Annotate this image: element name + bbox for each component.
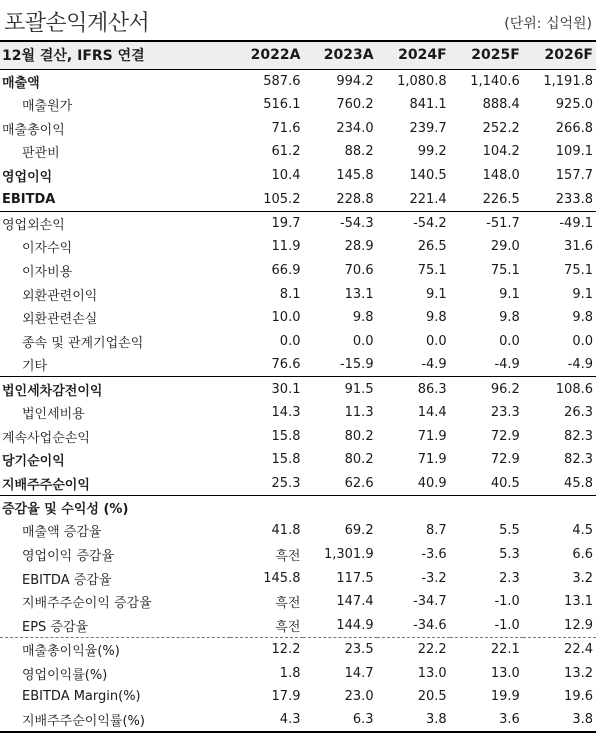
- cell-value: 26.3: [564, 404, 593, 420]
- cell-value: 148.0: [482, 168, 520, 184]
- cell-value: 80.2: [344, 452, 374, 468]
- cell-value: 760.2: [336, 97, 374, 113]
- title-bar: [0, 0, 602, 40]
- cell-value: [450, 495, 523, 519]
- row-label: 이자비용: [22, 264, 73, 280]
- cell-value: 888.4: [482, 97, 520, 113]
- cell-value: 234.0: [336, 120, 374, 136]
- table-row: [0, 519, 596, 543]
- cell-value: 145.8: [263, 570, 301, 586]
- cell-value: 9.8: [499, 310, 520, 326]
- cell-value: 3.8: [377, 709, 450, 733]
- row-label: 당기순이익: [2, 454, 65, 470]
- cell-value: 75.1: [417, 262, 447, 278]
- cell-value: 82.3: [564, 452, 593, 468]
- row-label: 영업이익률(%): [22, 667, 108, 683]
- table-row: [0, 590, 596, 614]
- cell-value: 144.9: [336, 617, 374, 633]
- table-row: [0, 282, 596, 306]
- cell-value: 4.3: [230, 709, 303, 733]
- cell-value: 266.8: [555, 120, 593, 136]
- cell-value: 109.1: [555, 144, 593, 160]
- cell-value: 0.0: [279, 333, 301, 349]
- cell-value: 8.7: [426, 523, 447, 539]
- cell-value: -34.7: [413, 594, 447, 610]
- cell-value: -49.1: [523, 211, 596, 235]
- cell-value: 228.8: [336, 191, 374, 207]
- cell-value: 흑전: [275, 596, 301, 612]
- cell-value: 69.2: [344, 523, 374, 539]
- cell-value: 1,080.8: [397, 73, 447, 89]
- cell-value: 8.1: [279, 286, 301, 302]
- cell-value: 3.8: [523, 709, 596, 733]
- cell-value: [230, 495, 303, 519]
- cell-value: 1.8: [279, 665, 301, 681]
- cell-value: 19.9: [490, 689, 520, 705]
- cell-value: 3.6: [450, 709, 523, 733]
- row-label: EPS 증감율: [22, 619, 89, 635]
- page-title: 포괄손익계산서: [4, 11, 150, 36]
- cell-value: 25.3: [271, 475, 301, 491]
- cell-value: 6.3: [303, 709, 376, 733]
- cell-value: 20.5: [417, 689, 447, 705]
- cell-value: 1,140.6: [470, 73, 520, 89]
- table-row: [0, 330, 596, 354]
- cell-value: 147.4: [336, 594, 374, 610]
- cell-value: -1.0: [494, 617, 520, 633]
- cell-value: 88.2: [344, 144, 374, 160]
- row-label: 매출액 증감율: [22, 525, 102, 541]
- cell-value: 66.9: [271, 262, 301, 278]
- cell-value: 71.6: [271, 120, 301, 136]
- cell-value: 91.5: [303, 377, 376, 401]
- cell-value: 5.3: [499, 547, 520, 563]
- cell-value: 9.1: [499, 286, 520, 302]
- cell-value: 9.1: [426, 286, 447, 302]
- cell-value: 86.3: [377, 377, 450, 401]
- table-row: [0, 69, 596, 93]
- cell-value: 239.7: [409, 120, 447, 136]
- cell-value: 1,301.9: [323, 547, 374, 563]
- cell-value: 0.0: [352, 333, 374, 349]
- table-row: [0, 448, 596, 472]
- cell-value: 9.1: [572, 286, 593, 302]
- row-label: 외환관련이익: [22, 288, 98, 304]
- cell-value: 5.5: [499, 523, 520, 539]
- cell-value: 23.3: [490, 404, 520, 420]
- table-row: [0, 93, 596, 117]
- cell-value: -1.0: [494, 594, 520, 610]
- cell-value: 22.1: [450, 638, 523, 662]
- row-label: 지배주주순이익: [2, 477, 90, 493]
- table-row: [0, 353, 596, 377]
- cell-value: 516.1: [263, 97, 301, 113]
- table-row: [0, 566, 596, 590]
- header-2024f: 2024F: [377, 41, 450, 69]
- cell-value: 29.0: [490, 239, 520, 255]
- cell-value: 221.4: [409, 191, 447, 207]
- cell-value: 61.2: [271, 144, 301, 160]
- table-row: [0, 495, 596, 519]
- cell-value: 9.8: [426, 310, 447, 326]
- table-row: [0, 661, 596, 685]
- table-row: [0, 377, 596, 401]
- cell-value: -3.6: [421, 547, 447, 563]
- cell-value: 4.5: [572, 523, 593, 539]
- cell-value: [303, 495, 376, 519]
- cell-value: 19.6: [564, 689, 593, 705]
- cell-value: 0.0: [572, 333, 593, 349]
- row-label: 종속 및 관계기업손익: [22, 335, 144, 351]
- cell-value: 71.9: [417, 452, 447, 468]
- row-label: EBITDA Margin(%): [22, 689, 141, 705]
- cell-value: 13.2: [564, 665, 593, 681]
- table-row: [0, 164, 596, 188]
- cell-value: 3.2: [572, 570, 593, 586]
- table-row: [0, 306, 596, 330]
- header-2025f: 2025F: [450, 41, 523, 69]
- cell-value: 13.1: [564, 594, 593, 610]
- cell-value: 22.2: [377, 638, 450, 662]
- row-label: 법인세차감전이익: [0, 377, 230, 401]
- header-2026f: 2026F: [523, 41, 596, 69]
- table-header-row: [0, 41, 596, 69]
- row-label: 매출액: [2, 75, 40, 91]
- cell-value: 23.0: [344, 689, 374, 705]
- table-row: [0, 235, 596, 259]
- cell-value: 0.0: [499, 333, 520, 349]
- cell-value: 145.8: [336, 168, 374, 184]
- row-label: 판관비: [22, 146, 60, 162]
- table-row: [0, 472, 596, 496]
- row-label: 기타: [22, 359, 48, 375]
- cell-value: 140.5: [409, 168, 447, 184]
- row-label: EBITDA: [2, 191, 56, 207]
- row-label: 영업이익 증감율: [22, 549, 115, 565]
- cell-value: 96.2: [450, 377, 523, 401]
- cell-value: [523, 495, 596, 519]
- row-label: 증감율 및 수익성 (%): [0, 495, 230, 519]
- table-row: [0, 543, 596, 567]
- cell-value: 75.1: [490, 262, 520, 278]
- cell-value: 994.2: [336, 73, 374, 89]
- cell-value: 925.0: [555, 97, 593, 113]
- cell-value: 14.4: [417, 404, 447, 420]
- table-row: [0, 638, 596, 662]
- cell-value: 9.8: [572, 310, 593, 326]
- cell-value: 99.2: [417, 144, 447, 160]
- cell-value: 40.5: [490, 475, 520, 491]
- cell-value: 30.1: [230, 377, 303, 401]
- cell-value: 28.9: [344, 239, 374, 255]
- cell-value: 흑전: [275, 619, 301, 635]
- cell-value: -54.3: [303, 211, 376, 235]
- row-label: 영업외손익: [0, 211, 230, 235]
- cell-value: 76.6: [271, 357, 301, 373]
- header-2023a: 2023A: [303, 41, 376, 69]
- cell-value: 19.7: [230, 211, 303, 235]
- row-label: 지배주주순이익 증감율: [22, 596, 152, 612]
- cell-value: 0.0: [426, 333, 447, 349]
- cell-value: 2.3: [499, 570, 520, 586]
- cell-value: 252.2: [482, 120, 520, 136]
- cell-value: 71.9: [417, 428, 447, 444]
- cell-value: -4.9: [494, 357, 520, 373]
- cell-value: -51.7: [450, 211, 523, 235]
- cell-value: 10.0: [271, 310, 301, 326]
- cell-value: 15.8: [271, 452, 301, 468]
- cell-value: 흑전: [275, 549, 301, 565]
- cell-value: 104.2: [482, 144, 520, 160]
- header-label: 12월 결산, IFRS 연결: [0, 41, 230, 69]
- cell-value: -3.2: [421, 570, 447, 586]
- row-label: 계속사업순손익: [2, 430, 90, 446]
- unit-label: (단위: 십억원): [504, 16, 592, 32]
- cell-value: 9.8: [352, 310, 374, 326]
- cell-value: 1,191.8: [543, 73, 593, 89]
- cell-value: -54.2: [377, 211, 450, 235]
- cell-value: 117.5: [336, 570, 374, 586]
- cell-value: -4.9: [421, 357, 447, 373]
- cell-value: 75.1: [564, 262, 593, 278]
- cell-value: 10.4: [271, 168, 301, 184]
- cell-value: 6.6: [572, 547, 593, 563]
- cell-value: 62.6: [344, 475, 374, 491]
- cell-value: 13.1: [344, 286, 374, 302]
- table-row: [0, 685, 596, 709]
- cell-value: 11.3: [344, 404, 374, 420]
- cell-value: 40.9: [417, 475, 447, 491]
- cell-value: 72.9: [490, 428, 520, 444]
- cell-value: 70.6: [344, 262, 374, 278]
- row-label: 매출총이익: [2, 122, 65, 138]
- table-row: [0, 140, 596, 164]
- cell-value: 13.0: [417, 665, 447, 681]
- row-label: 매출총이익율(%): [0, 638, 230, 662]
- cell-value: 13.0: [490, 665, 520, 681]
- cell-value: -15.9: [339, 357, 374, 373]
- cell-value: 15.8: [271, 428, 301, 444]
- table-row: [0, 424, 596, 448]
- row-label: 지배주주순이익률(%): [0, 709, 230, 733]
- cell-value: -4.9: [567, 357, 593, 373]
- cell-value: 105.2: [263, 191, 301, 207]
- cell-value: 80.2: [344, 428, 374, 444]
- header-2022a: 2022A: [230, 41, 303, 69]
- cell-value: 26.5: [417, 239, 447, 255]
- cell-value: 233.8: [555, 191, 593, 207]
- cell-value: 17.9: [271, 689, 301, 705]
- row-label: 법인세비용: [22, 406, 85, 422]
- cell-value: 587.6: [263, 73, 301, 89]
- cell-value: 157.7: [555, 168, 593, 184]
- table-row: [0, 709, 596, 733]
- row-label: 외환관련손실: [22, 312, 98, 328]
- cell-value: 23.5: [303, 638, 376, 662]
- cell-value: 22.4: [523, 638, 596, 662]
- cell-value: 841.1: [409, 97, 447, 113]
- table-row: [0, 187, 596, 211]
- cell-value: 31.6: [564, 239, 593, 255]
- cell-value: 11.9: [271, 239, 301, 255]
- table-row: [0, 211, 596, 235]
- cell-value: 12.2: [230, 638, 303, 662]
- table-row: [0, 401, 596, 425]
- table-row: [0, 259, 596, 283]
- table-row: [0, 116, 596, 140]
- cell-value: 45.8: [564, 475, 593, 491]
- cell-value: 226.5: [482, 191, 520, 207]
- cell-value: 41.8: [271, 523, 301, 539]
- row-label: 매출원가: [22, 99, 73, 115]
- cell-value: 82.3: [564, 428, 593, 444]
- cell-value: 14.7: [344, 665, 374, 681]
- cell-value: 72.9: [490, 452, 520, 468]
- cell-value: [377, 495, 450, 519]
- cell-value: 14.3: [271, 404, 301, 420]
- cell-value: 108.6: [523, 377, 596, 401]
- cell-value: 12.9: [564, 617, 593, 633]
- row-label: 이자수익: [22, 241, 73, 257]
- row-label: EBITDA 증감율: [22, 572, 112, 588]
- cell-value: -34.6: [413, 617, 447, 633]
- table-row: [0, 614, 596, 638]
- row-label: 영업이익: [2, 170, 53, 186]
- income-statement-table: [0, 40, 596, 733]
